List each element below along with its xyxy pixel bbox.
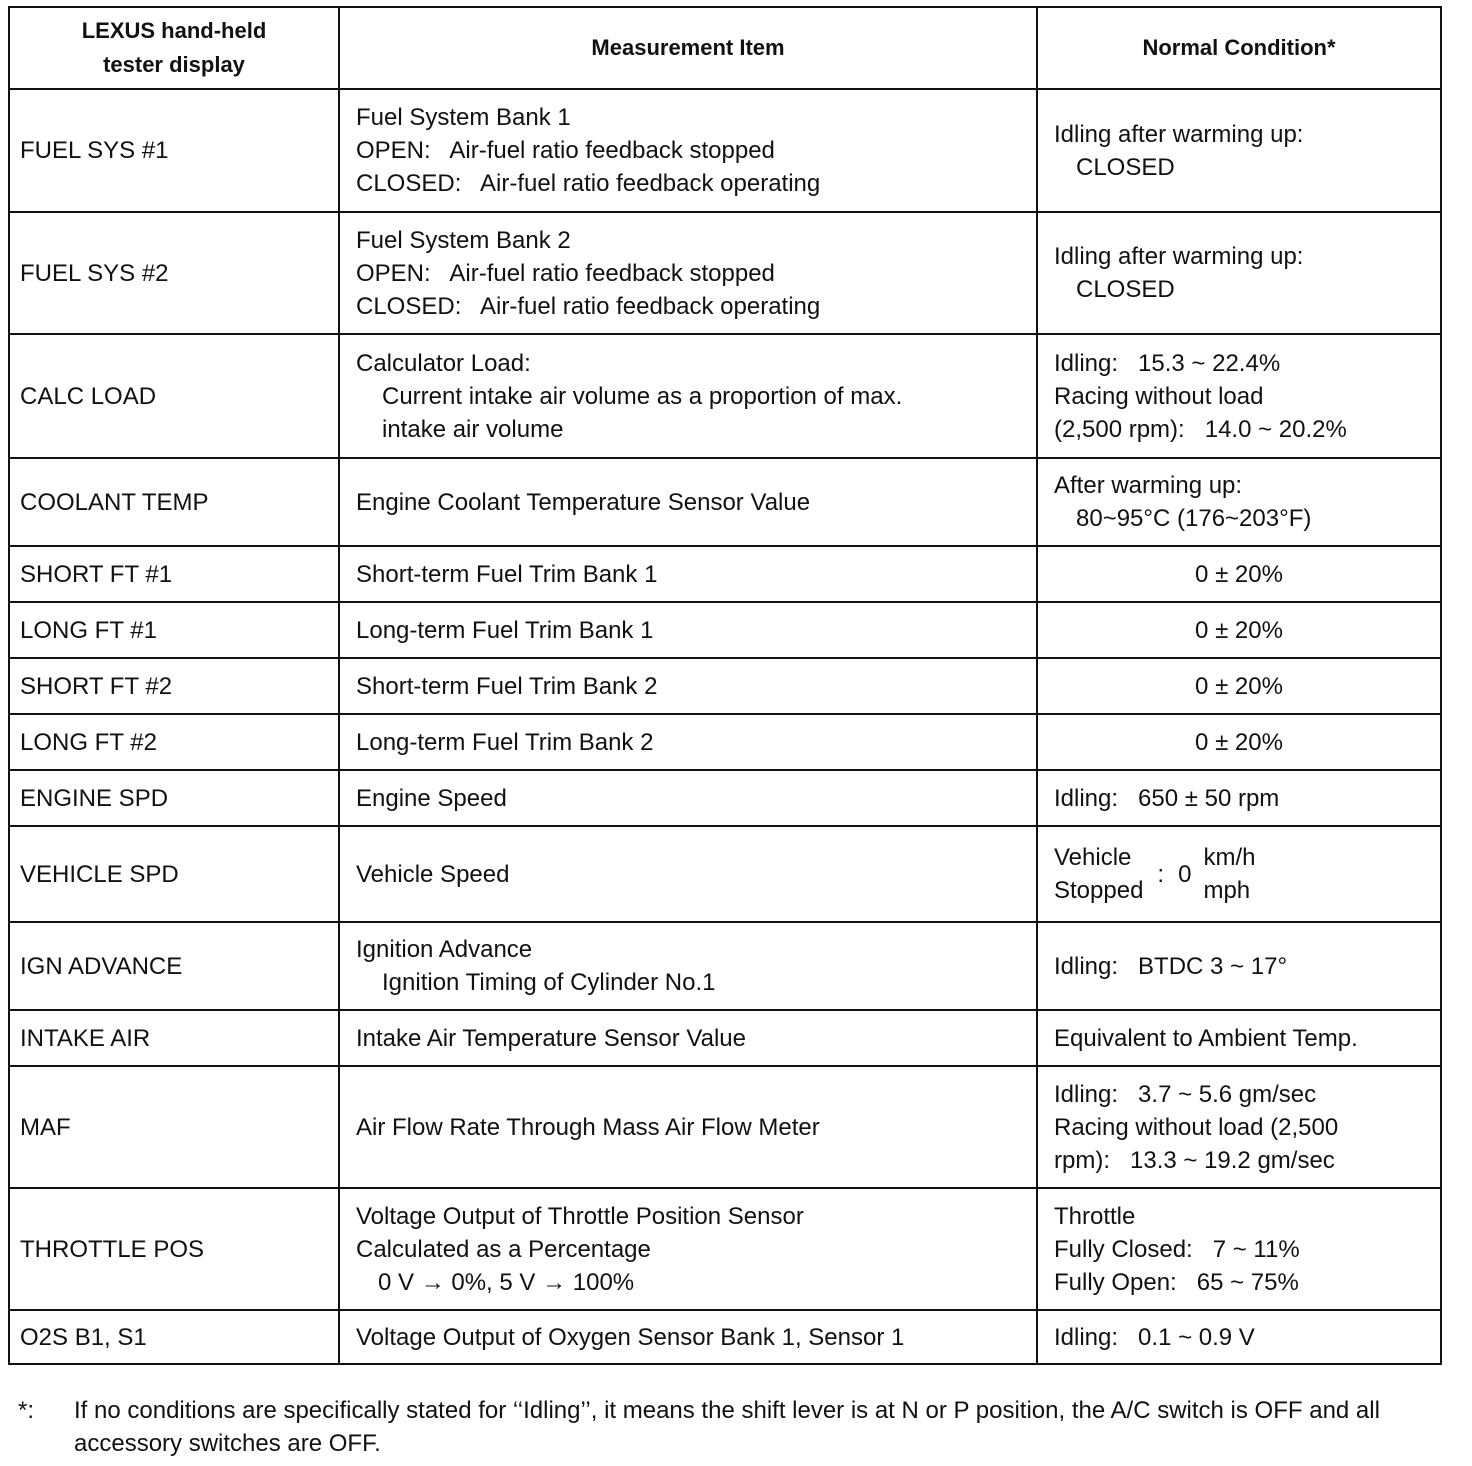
item-line: Engine Coolant Temperature Sensor Value [356,488,811,516]
condition-cell: 0 ± 20% [1037,546,1441,602]
display-cell: CALC LOAD [9,334,339,458]
item-cell [339,212,1037,334]
item-cell [339,546,1037,602]
header-row [9,7,1441,89]
condition-cell [1037,1310,1441,1364]
item-line: Intake Air Temperature Sensor Value [356,1024,746,1052]
condition-line: Idling after warming up: [1054,120,1304,148]
display-cell: LONG FT #2 [9,714,339,770]
unit-kmh: km/h [1203,844,1256,871]
table-row [9,1010,1441,1066]
condition-cell [1037,826,1441,922]
item-cell [339,826,1037,922]
display-cell: VEHICLE SPD [9,826,339,922]
header-normal-condition: Normal Condition* [1037,7,1441,89]
vehicle-label: Vehicle [1054,844,1132,871]
item-cell [339,89,1037,212]
item-line: Short-term Fuel Trim Bank 2 [356,672,658,700]
condition-line: Fully Open: 65 ~ 75% [1054,1268,1299,1296]
item-line: Long-term Fuel Trim Bank 2 [356,728,654,756]
speed-value: 0 [1178,860,1192,888]
display-cell: SHORT FT #2 [9,658,339,714]
display-cell: COOLANT TEMP [9,458,339,546]
condition-line: Idling after warming up: [1054,243,1304,270]
condition-line: Idling: 650 ± 50 rpm [1054,784,1280,812]
condition-line: 80~95°C (176~203°F) [1076,505,1312,532]
item-cell [339,658,1037,714]
condition-cell [1037,334,1441,458]
table-row [9,458,1441,546]
colon: : [1157,860,1165,888]
display-cell: FUEL SYS #2 [9,212,339,334]
item-cell [339,770,1037,826]
speed-units [1203,841,1255,907]
table-row [9,1188,1441,1310]
item-line: Ignition Timing of Cylinder No.1 [382,969,716,996]
unit-mph: mph [1203,877,1251,904]
condition-cell [1037,1188,1441,1310]
table-row [9,89,1441,212]
display-cell: FUEL SYS #1 [9,89,339,212]
item-line: 0 V → 0%, 5 V → 100% [378,1268,635,1296]
condition-line: (2,500 rpm): 14.0 ~ 20.2% [1054,415,1347,443]
condition-line: Equivalent to Ambient Temp. [1054,1024,1358,1052]
display-cell: MAF [9,1066,339,1188]
item-line: Fuel System Bank 2 [356,226,571,254]
item-line: CLOSED: Air-fuel ratio feedback operating [356,292,821,320]
stopped-label: Stopped [1054,877,1144,904]
condition-line: rpm): 13.3 ~ 19.2 gm/sec [1054,1146,1335,1174]
item-line: Long-term Fuel Trim Bank 1 [356,616,654,644]
item-cell [339,602,1037,658]
condition-line: Racing without load (2,500 [1054,1113,1339,1141]
item-cell [339,1310,1037,1364]
item-line: OPEN: Air-fuel ratio feedback stopped [356,137,775,164]
condition-line: CLOSED [1076,153,1175,181]
item-line: Ignition Advance [356,936,533,963]
table-row [9,212,1441,334]
condition-line: Throttle [1054,1202,1136,1230]
condition-cell [1037,922,1441,1010]
data-list-table [8,6,1442,1365]
header-measurement-item: Measurement Item [339,7,1037,89]
item-line: Short-term Fuel Trim Bank 1 [356,560,658,588]
display-cell: LONG FT #1 [9,602,339,658]
item-cell [339,1066,1037,1188]
item-cell [339,458,1037,546]
item-cell [339,1010,1037,1066]
condition-cell [1037,212,1441,334]
table-row [9,658,1441,714]
item-line: Calculated as a Percentage [356,1235,651,1263]
display-cell: ENGINE SPD [9,770,339,826]
data-list-sheet [8,6,1448,1365]
display-cell: SHORT FT #1 [9,546,339,602]
condition-cell: 0 ± 20% [1037,602,1441,658]
table-row [9,770,1441,826]
condition-cell: 0 ± 20% [1037,658,1441,714]
condition-cell: 0 ± 20% [1037,714,1441,770]
display-cell: O2S B1, S1 [9,1310,339,1364]
condition-line: Idling: BTDC 3 ~ 17° [1054,952,1288,980]
item-line: OPEN: Air-fuel ratio feedback stopped [356,259,775,287]
item-line: Fuel System Bank 1 [356,104,571,131]
item-cell [339,922,1037,1010]
table-row [9,826,1441,922]
condition-line: Fully Closed: 7 ~ 11% [1054,1235,1300,1263]
footnote-mark: *: [18,1397,35,1424]
display-cell: THROTTLE POS [9,1188,339,1310]
footnote-text: If no conditions are specifically stated for ‘‘Idling’’, it means the shift lever is at N or P position, the A/C switch is OFF and all accessory switches are OFF. [74,1397,1380,1457]
condition-line: Racing without load [1054,382,1264,410]
table-row [9,1310,1441,1364]
header-tester-display: LEXUS hand-held tester display [9,7,339,89]
table-row [9,334,1441,458]
item-line: Voltage Output of Oxygen Sensor Bank 1, Sensor 1 [356,1323,905,1351]
item-line: Calculator Load: [356,349,531,377]
condition-cell [1037,89,1441,212]
condition-cell [1037,458,1441,546]
table-row [9,1066,1441,1188]
condition-line: Idling: 15.3 ~ 22.4% [1054,349,1281,377]
item-line: Air Flow Rate Through Mass Air Flow Meter [356,1113,820,1141]
footnote [18,1394,1458,1460]
table-row [9,546,1441,602]
item-cell [339,1188,1037,1310]
condition-line: CLOSED [1076,276,1175,303]
condition-cell [1037,1066,1441,1188]
display-cell: IGN ADVANCE [9,922,339,1010]
condition-line: Idling: 0.1 ~ 0.9 V [1054,1323,1255,1351]
item-line: Engine Speed [356,784,507,812]
item-line: CLOSED: Air-fuel ratio feedback operating [356,170,821,197]
condition-cell [1037,1010,1441,1066]
item-line: intake air volume [382,415,564,443]
table-row [9,602,1441,658]
vehicle-speed-condition [1048,841,1430,907]
item-line: Vehicle Speed [356,860,510,888]
item-line: Voltage Output of Throttle Position Sensor [356,1202,804,1230]
item-line: Current intake air volume as a proportion of max. [382,382,903,410]
table-row [9,714,1441,770]
item-cell [339,334,1037,458]
condition-line: After warming up: [1054,472,1243,499]
vehicle-stopped-label [1054,841,1143,907]
condition-line: Idling: 3.7 ~ 5.6 gm/sec [1054,1080,1317,1108]
condition-cell [1037,770,1441,826]
item-cell [339,714,1037,770]
table-row [9,922,1441,1010]
display-cell: INTAKE AIR [9,1010,339,1066]
